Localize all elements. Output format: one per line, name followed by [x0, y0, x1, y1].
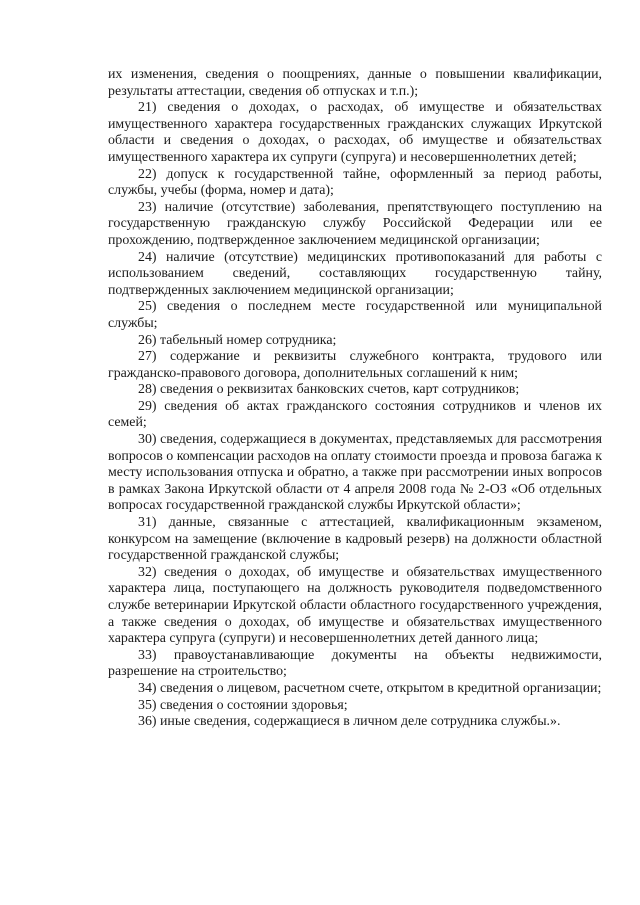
document-page: [108, 67, 602, 731]
list-item-29: 29) сведения об актах гражданского состояния сотрудников и членов их семей;: [108, 398, 602, 431]
list-item-26: 26) табельный номер сотрудника;: [138, 332, 337, 348]
paragraph-continuation: их изменения, сведения о поощрениях, данные о повышении квалификации, результаты аттестации, сведения об отпусках и т.п.);: [108, 67, 602, 99]
list-item-33: 33) правоустанавливающие документы на объекты недвижимости, разрешение на строительство;: [108, 647, 602, 680]
list-item-36: 36) иные сведения, содержащиеся в личном деле сотрудника службы.».: [138, 714, 561, 730]
list-item-27: 27) содержание и реквизиты служебного контракта, трудового или гражданско-правового договора, дополнительных соглашений к ним;: [108, 349, 602, 381]
list-item-30: 30) сведения, содержащиеся в документах, представляемых для рассмотрения вопросов о компенсации расходов на оплату стоимости проезда и провоза багажа к месту использования отпуска и обратно, а также при рассмотрении иных вопросов в рамках Закона Иркутской области от 4 апреля 2008 года № 2-ОЗ «Об отдельных вопросах государственной гражданской службы Иркутской области»;: [108, 432, 602, 514]
list-item-31: 31) данные, связанные с аттестацией, квалификационным экзаменом, конкурсом на замещение (включение в кадровый резерв) на должности областной государственной гражданской службы;: [108, 515, 602, 564]
list-item-22: 22) допуск к государственной тайне, оформленный за период работы, службы, учебы (форма, номер и дата);: [108, 166, 602, 199]
list-item-32: 32) сведения о доходах, об имуществе и обязательствах имущественного характера лица, поступающего на должность руководителя подведомственного службе ветеринарии Иркутской области областного государственного учреждения, а также сведения о доходах, об имуществе и обязательствах имущественного характера супруга (супруги) и несовершеннолетних детей данного лица;: [108, 564, 602, 647]
list-item-21: 21) сведения о доходах, о расходах, об имуществе и обязательствах имущественного характера государственных гражданских служащих Иркутской области и сведения о доходах, о расходах, об имуществе и обязательствах имущественного характера их супруги (супруга) и несовершеннолетних детей;: [108, 100, 602, 165]
list-item-23: 23) наличие (отсутствие) заболевания, препятствующего поступлению на государственную гражданскую службу Российской Федерации или ее прохождению, подтвержденное заключением медицинской организации;: [108, 199, 602, 248]
list-item-24: 24) наличие (отсутствие) медицинских противопоказаний для работы с использованием сведений, составляющих государственную тайну, подтвержденных заключением медицинской организации;: [108, 249, 602, 298]
list-item-35: 35) сведения о состоянии здоровья;: [138, 697, 348, 713]
list-item-34: 34) сведения о лицевом, расчетном счете, открытом в кредитной организации;: [138, 680, 602, 696]
list-item-25: 25) сведения о последнем месте государственной или муниципальной службы;: [108, 299, 602, 331]
list-item-28: 28) сведения о реквизитах банковских счетов, карт сотрудников;: [138, 382, 520, 398]
